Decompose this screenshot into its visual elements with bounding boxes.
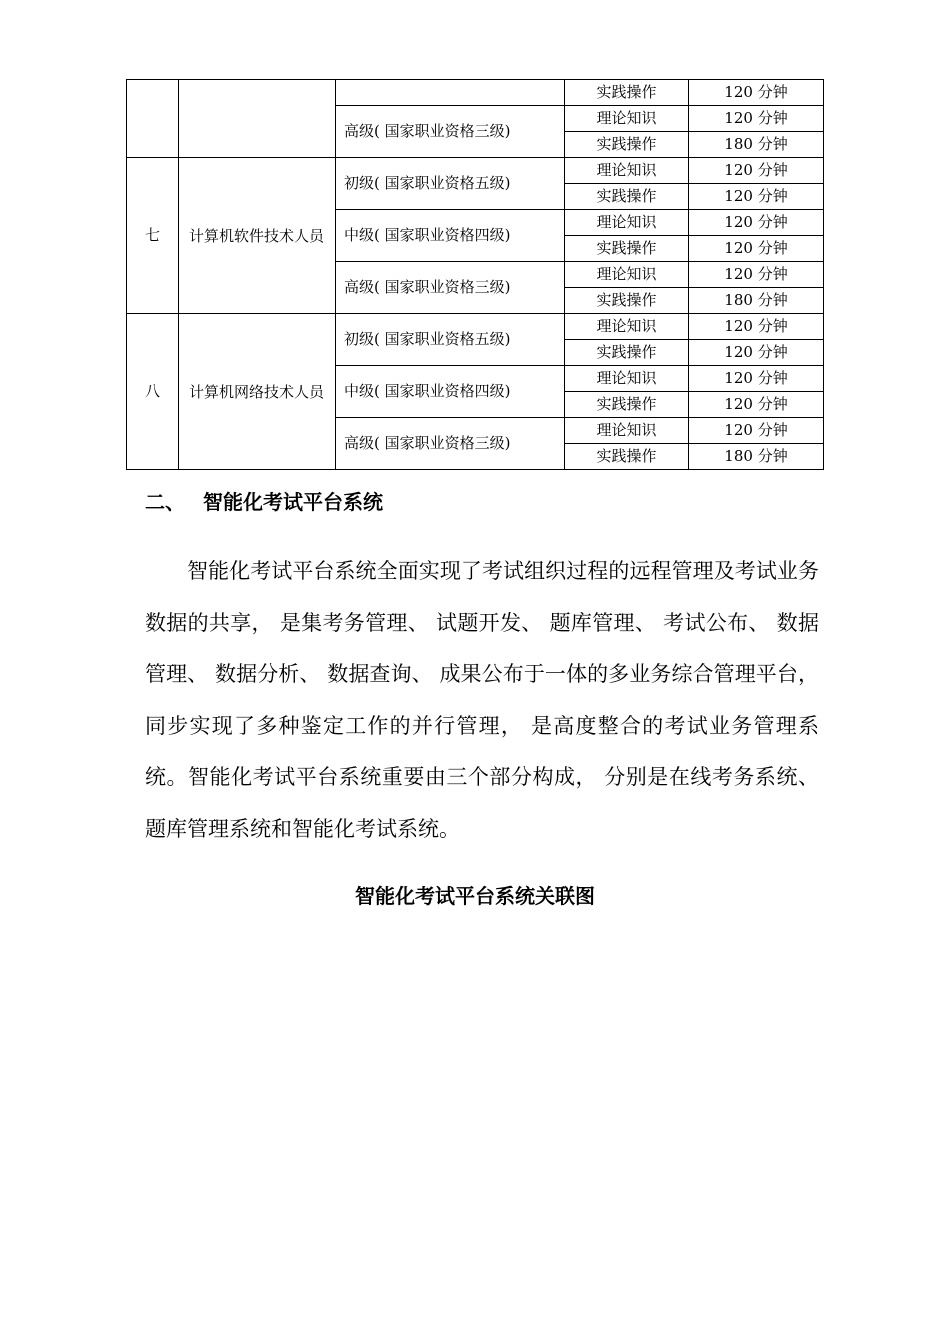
section-heading — [145, 486, 383, 515]
duration-cell: 120 分钟 — [689, 236, 824, 262]
duration-cell: 120 分钟 — [689, 418, 824, 444]
duration-cell: 180 分钟 — [689, 288, 824, 314]
duration-cell: 120 分钟 — [689, 392, 824, 418]
exam-part-cell: 理论知识 — [565, 106, 689, 132]
table-row — [127, 158, 824, 184]
duration-cell: 120 分钟 — [689, 210, 824, 236]
level-cell — [336, 80, 565, 106]
body-paragraph: 智能化考试平台系统全面实现了考试组织过程的远程管理及考试业务数据的共享， 是集考务管理、 试题开发、 题库管理、 考试公布、 数据管理、 数据分析、 数据查询、 成果公布于一体的多业务综合管理平台， 同步实现了多种鉴定工作的并行管理， 是高度整合的考试业务管理系统。智能化考试平台系统重要由三个部分构成， 分别是在线考务系统、 题库管理系统和智能化考试系统。 — [145, 559, 819, 841]
exam-part-cell: 实践操作 — [565, 288, 689, 314]
level-cell: 中级( 国家职业资格四级) — [336, 366, 565, 418]
duration-cell: 180 分钟 — [689, 132, 824, 158]
exam-part-cell: 理论知识 — [565, 158, 689, 184]
category-number-cell: 八 — [127, 314, 179, 470]
category-number-cell: 七 — [127, 158, 179, 314]
job-title-cell: 计算机软件技术人员 — [179, 158, 336, 314]
exam-part-cell: 理论知识 — [565, 418, 689, 444]
duration-cell: 120 分钟 — [689, 184, 824, 210]
exam-part-cell: 实践操作 — [565, 80, 689, 106]
level-cell: 高级( 国家职业资格三级) — [336, 418, 565, 470]
section-number: 二、 — [145, 490, 185, 514]
duration-cell: 120 分钟 — [689, 314, 824, 340]
duration-cell: 120 分钟 — [689, 158, 824, 184]
duration-cell: 180 分钟 — [689, 444, 824, 470]
job-title-cell — [179, 80, 336, 158]
job-title-cell: 计算机网络技术人员 — [179, 314, 336, 470]
level-cell: 高级( 国家职业资格三级) — [336, 262, 565, 314]
level-cell: 初级( 国家职业资格五级) — [336, 314, 565, 366]
exam-part-cell: 实践操作 — [565, 132, 689, 158]
exam-part-cell: 实践操作 — [565, 236, 689, 262]
table-row — [127, 80, 824, 106]
figure-caption: 智能化考试平台系统关联图 — [355, 884, 595, 908]
category-number-cell — [127, 80, 179, 158]
level-cell: 中级( 国家职业资格四级) — [336, 210, 565, 262]
exam-part-cell: 实践操作 — [565, 392, 689, 418]
exam-part-cell: 理论知识 — [565, 210, 689, 236]
duration-cell: 120 分钟 — [689, 366, 824, 392]
level-cell: 初级( 国家职业资格五级) — [336, 158, 565, 210]
exam-duration-table — [126, 79, 824, 470]
duration-cell: 120 分钟 — [689, 262, 824, 288]
section-title-text: 智能化考试平台系统 — [203, 490, 383, 514]
exam-part-cell: 实践操作 — [565, 444, 689, 470]
duration-cell: 120 分钟 — [689, 340, 824, 366]
level-cell: 高级( 国家职业资格三级) — [336, 106, 565, 158]
exam-part-cell: 实践操作 — [565, 184, 689, 210]
exam-part-cell: 理论知识 — [565, 366, 689, 392]
exam-part-cell: 理论知识 — [565, 262, 689, 288]
table-row — [127, 314, 824, 340]
exam-part-cell: 理论知识 — [565, 314, 689, 340]
duration-cell: 120 分钟 — [689, 106, 824, 132]
exam-part-cell: 实践操作 — [565, 340, 689, 366]
duration-cell: 120 分钟 — [689, 80, 824, 106]
